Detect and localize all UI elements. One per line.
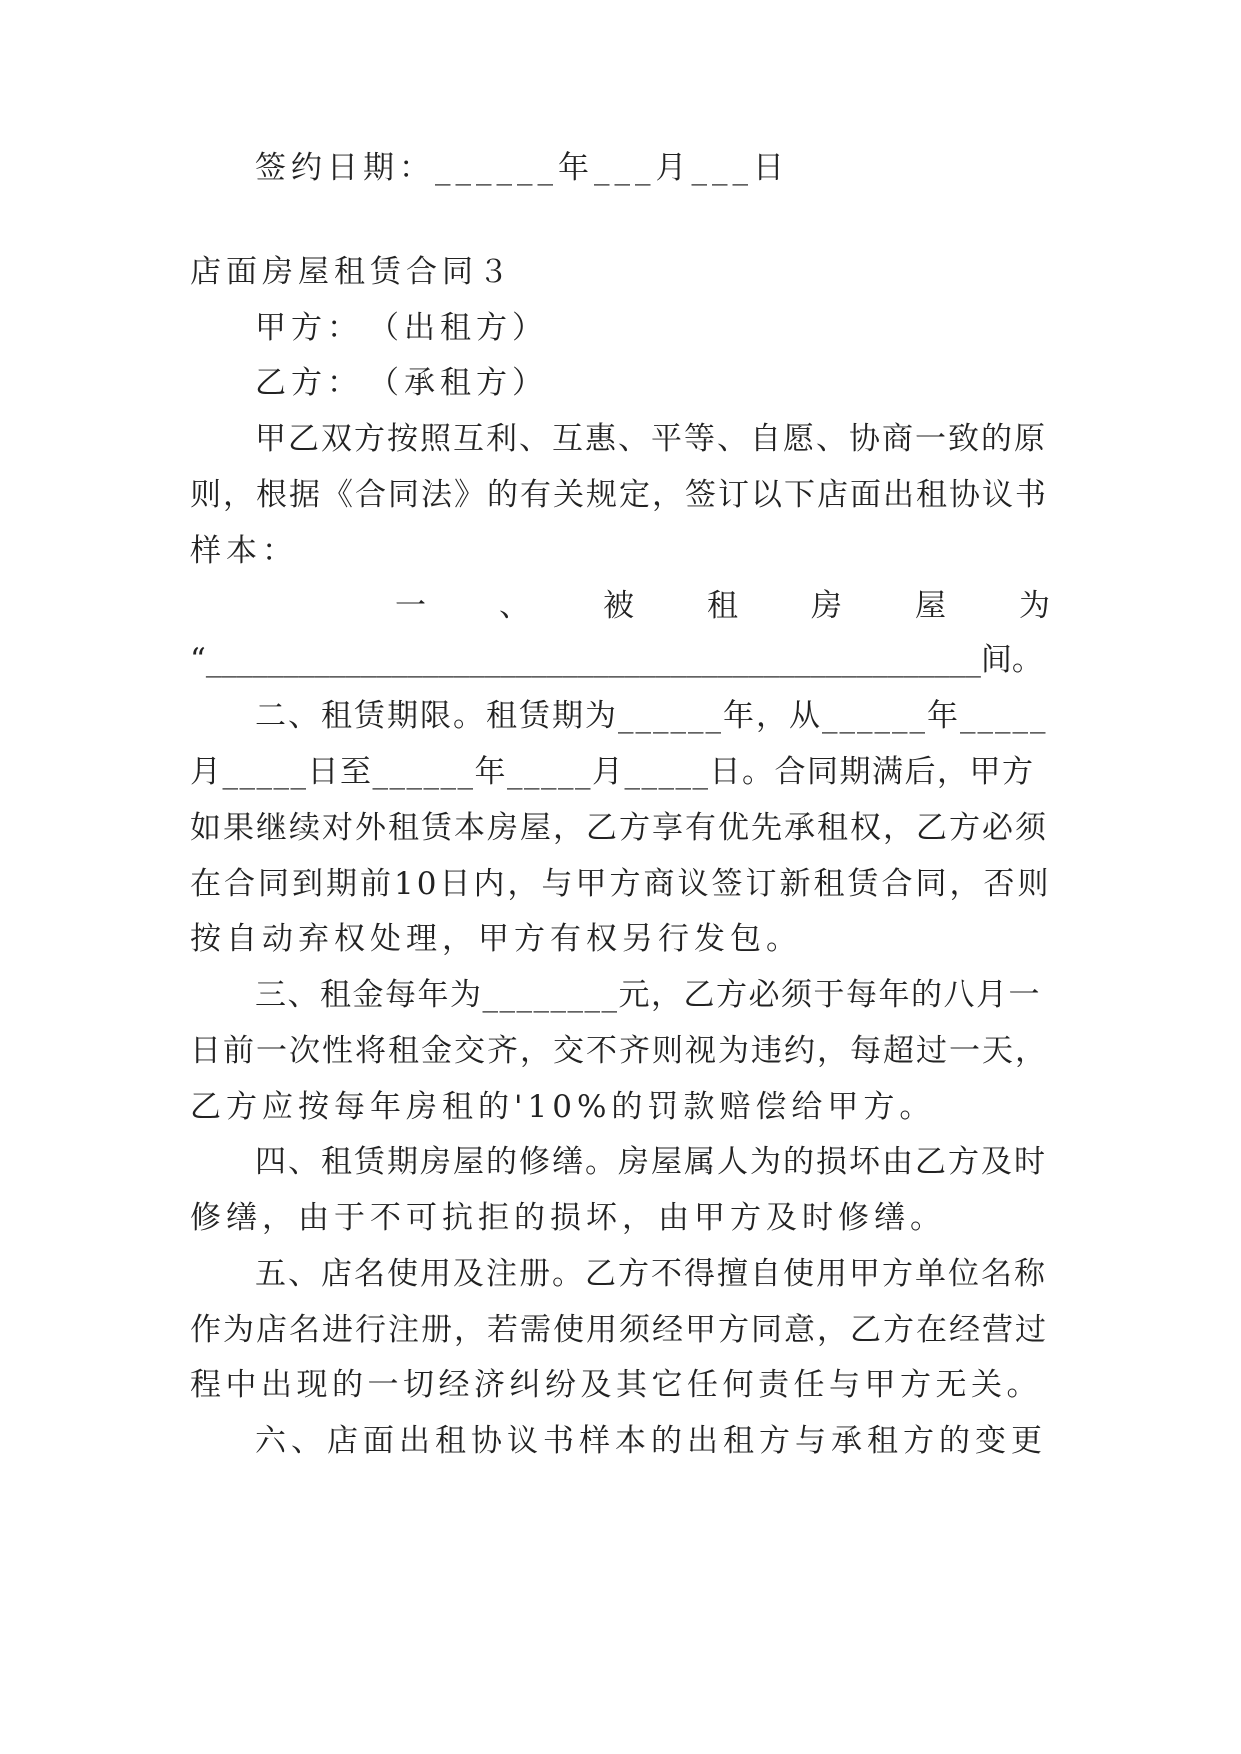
clause1-word: 为 xyxy=(1019,588,1050,624)
contract-title: 店面房屋租赁合同３ xyxy=(190,254,514,290)
intro-line: 甲乙双方按照互利、互惠、平等、自愿、协商一致的原 xyxy=(255,421,1047,457)
clause5-line: 程中出现的一切经济纠纷及其它任何责任与甲方无关。 xyxy=(190,1367,1042,1403)
clause1-spread-line xyxy=(395,584,1050,628)
clause3-line: 乙方应按每年房租的'10%的罚款赔偿给甲方。 xyxy=(190,1089,936,1125)
clause2-line: 二、租赁期限。租赁期为______年，从______年_____ xyxy=(255,698,1048,734)
clause2-line: 在合同到期前10日内，与甲方商议签订新租赁合同，否则 xyxy=(190,866,1052,902)
party-b: 乙方： （承租方） xyxy=(255,365,548,401)
clause1-word: 、 xyxy=(499,588,530,624)
clause1-word: 房 xyxy=(811,588,842,624)
clause4-line: 四、租赁期房屋的修缮。房屋属人为的损坏由乙方及时 xyxy=(255,1144,1047,1180)
clause5-line: 作为店名进行注册，若需使用须经甲方同意，乙方在经营过 xyxy=(190,1312,1048,1348)
clause2-line: 月_____日至______年_____月_____日。合同期满后，甲方 xyxy=(190,754,1035,790)
clause5-line: 五、店名使用及注册。乙方不得擅自使用甲方单位名称 xyxy=(255,1256,1047,1292)
clause1-word: 租 xyxy=(707,588,738,624)
sign-date: 签约日期：______年___月___日 xyxy=(255,150,789,186)
party-a: 甲方： （出租方） xyxy=(255,310,548,346)
intro-line: 则，根据《合同法》的有关规定，签订以下店面出租协议书 xyxy=(190,477,1048,513)
clause6-line: 六、店面出租协议书样本的出租方与承租方的变更 xyxy=(255,1423,1047,1459)
clause3-line: 三、租金每年为________元，乙方必须于每年的八月一 xyxy=(255,977,1041,1013)
intro-line: 样本： xyxy=(190,533,298,569)
clause2-line: 按自动弃权处理，甲方有权另行发包。 xyxy=(190,921,802,957)
clause2-line: 如果继续对外租赁本房屋，乙方享有优先承租权，乙方必须 xyxy=(190,810,1048,846)
clause1-line2: “__________________________________________________间。 xyxy=(190,642,1043,678)
clause1-word: 屋 xyxy=(915,588,946,624)
clause1-word: 一 xyxy=(395,588,426,624)
clause3-line: 日前一次性将租金交齐，交不齐则视为违约，每超过一天， xyxy=(190,1033,1048,1069)
clause1-word: 被 xyxy=(603,588,634,624)
clause4-line: 修缮，由于不可抗拒的损坏，由甲方及时修缮。 xyxy=(190,1200,946,1236)
